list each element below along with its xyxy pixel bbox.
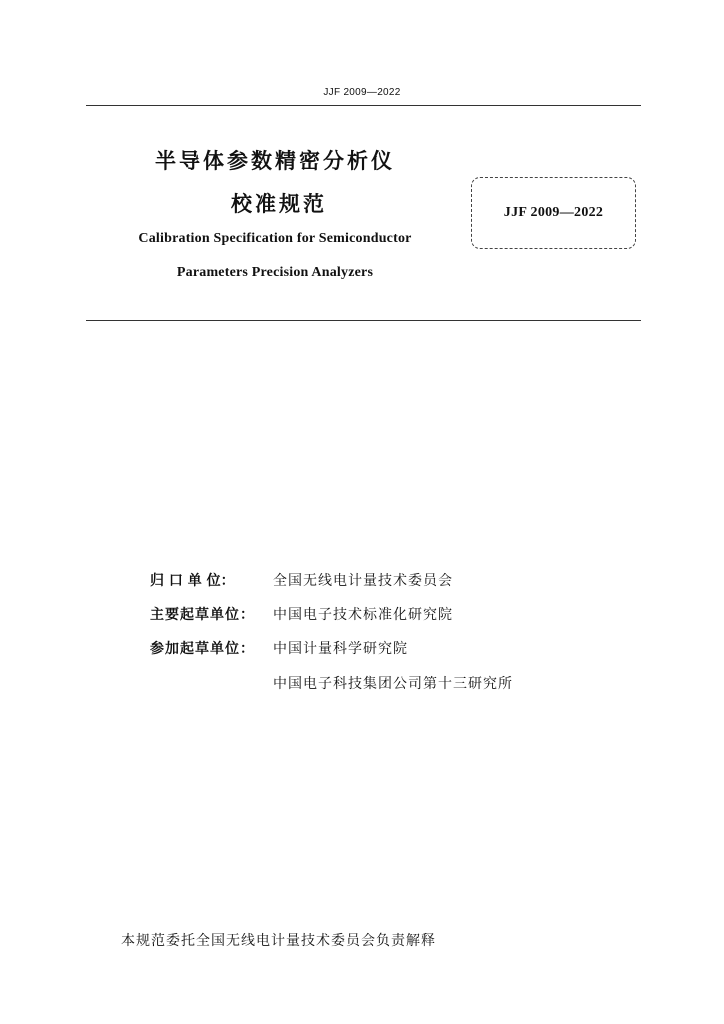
- header-divider: [86, 105, 641, 106]
- responsible-unit-value: 全国无线电计量技术委员会: [273, 573, 453, 589]
- interpretation-note: 本规范委托全国无线电计量技术委员会负责解释: [121, 933, 436, 949]
- standard-code-box: [471, 177, 636, 249]
- title-english-line-1: Calibration Specification for Semiconductor: [138, 231, 412, 246]
- participating-drafter-value-2: 中国电子科技集团公司第十三研究所: [273, 676, 513, 692]
- org-row-main-drafter: [150, 604, 453, 624]
- org-row-responsible: [150, 570, 453, 590]
- title-chinese-line-2: 校准规范: [231, 192, 327, 216]
- title-divider: [86, 320, 641, 321]
- main-drafter-label: 主要起草单位：: [150, 607, 255, 623]
- header-code: JJF 2009—2022: [323, 87, 401, 98]
- main-drafter-value: 中国电子技术标准化研究院: [273, 607, 453, 623]
- title-chinese-line-1: 半导体参数精密分析仪: [155, 149, 395, 173]
- org-row-participating-2: [273, 673, 513, 693]
- org-row-participating: [150, 638, 408, 658]
- standard-code: JJF 2009—2022: [503, 205, 604, 220]
- participating-drafter-label: 参加起草单位：: [150, 641, 255, 657]
- responsible-unit-label: 归 口 单 位：: [150, 573, 235, 589]
- title-english-line-2: Parameters Precision Analyzers: [176, 265, 374, 280]
- participating-drafter-value-1: 中国计量科学研究院: [273, 641, 408, 657]
